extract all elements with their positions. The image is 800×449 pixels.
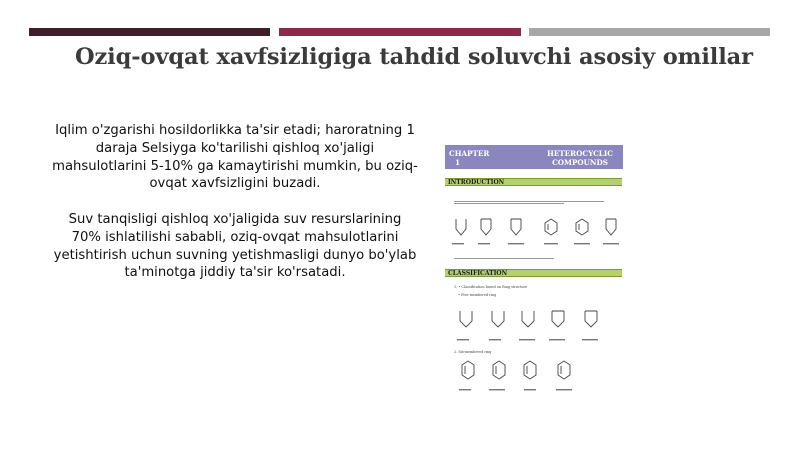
doc-section-classification: CLASSIFICATION [445,269,622,277]
six-membered-molecules [454,357,624,399]
doc-intro-text [454,199,614,206]
intro-molecule-row [448,215,624,251]
doc-intro-note [454,258,614,259]
five-membered-molecules [454,305,624,347]
slide-title: Oziq-ovqat xavfsizligiga tahdid soluvchi asosiy omillar [75,44,753,70]
accent-bar-maroon [279,28,521,36]
slide-body [52,122,418,282]
doc-classification-item: 1. • Classification based on Ring structure [454,285,528,289]
accent-bar-gray [529,28,770,36]
doc-section-introduction: INTRODUCTION [445,178,622,186]
paragraph-climate: Iqlim o'zgarishi hosildorlikka ta'sir etadi; haroratning 1 daraja Selsiyga ko'tarilishi qishloq xo'jaligi mahsulotlarini 5-10% ga kamaytirishi mumkin, bu oziq-ovqat xavfsizligini buzadi. [52,123,418,192]
doc-chapter-label: CHAPTER 1 [449,149,490,167]
doc-chapter-header [445,145,623,169]
accent-bar-dark [29,28,270,36]
paragraph-water: Suv tanqisligi qishloq xo'jaligida suv resurslarining 70% ishlatilishi sababli, oziq-ovqat mahsulotlarini yetishtirish uchun suvning yetishmasligi dunyo bo'ylab ta'minotga jiddiy ta'sir ko'rsatadi. [53,211,417,281]
doc-six-membered-label: 2. Six-membered ring [454,350,492,354]
doc-chapter-heading: HETEROCYCLIC COMPOUNDS [547,149,613,167]
doc-five-membered-label: • Five-membered ring [458,293,497,297]
document-image [444,143,624,399]
